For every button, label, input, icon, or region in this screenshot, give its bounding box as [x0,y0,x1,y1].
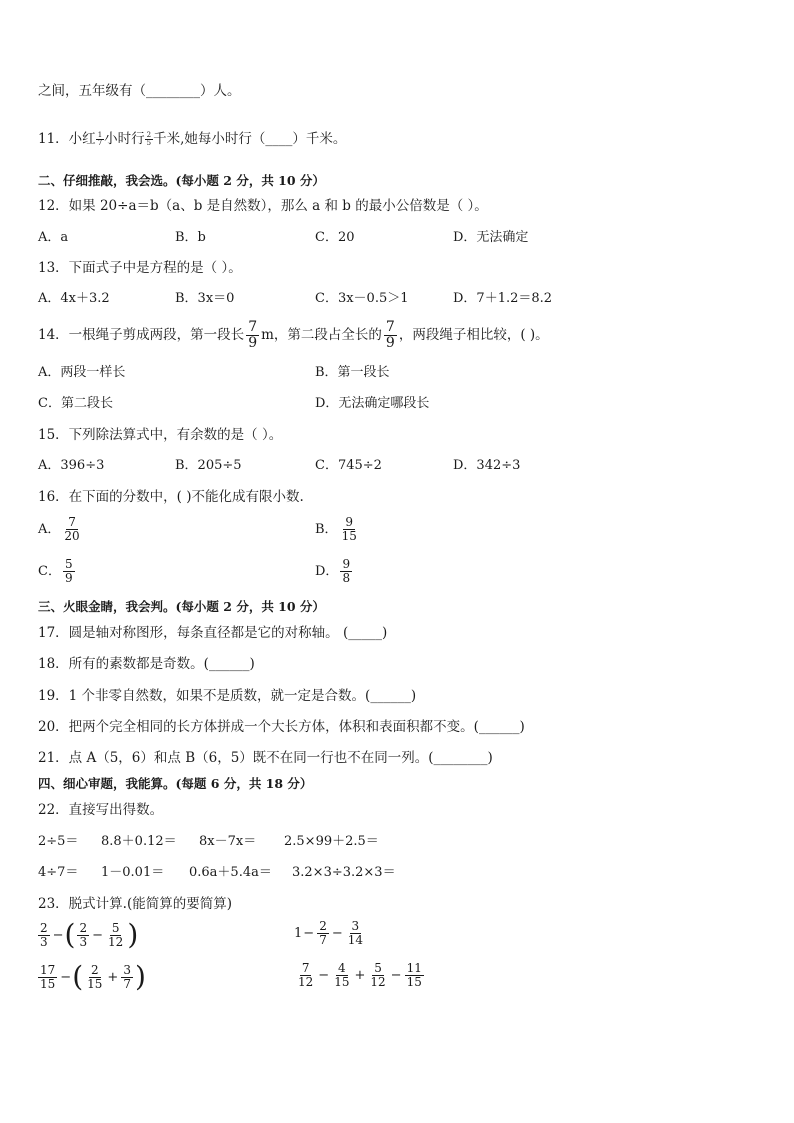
q14-text-b: m，第二段占全长的 [261,327,382,343]
line-continuation: 之间，五年级有（________）人。 [38,83,241,99]
question-18: 18．所有的素数都是奇数。(______) [38,656,255,672]
q16-b-fraction: $\frac{9}{15}$ [341,515,357,543]
q15-option-a[interactable]: A．396÷3 [38,458,105,473]
question-20: 20．把两个完全相同的长方体拼成一个大长方体，体积和表面积都不变。(______) [38,719,525,735]
mental-math-1: 2÷5＝ [38,834,79,849]
q13-option-d[interactable]: D．7＋1.2＝8.2 [453,291,553,306]
question-14 [38,318,549,352]
mental-math-6: 1－0.01＝ [101,865,165,880]
q11-text-a: 11．小红 [38,131,96,147]
mental-math-3: 8x－7x＝ [199,834,257,849]
q12-option-d[interactable]: D．无法确定 [453,230,529,245]
q14-text-a: 14．一根绳子剪成两段，第一段长 [38,327,245,343]
q15-option-c[interactable]: C．745÷2 [315,458,382,473]
q13-option-b[interactable]: B．3x＝0 [175,291,235,306]
q14-option-c[interactable]: C．第二段长 [38,396,113,411]
q16-c-fraction: $\frac{5}{9}$ [64,557,73,585]
mental-math-4: 2.5×99＋2.5＝ [284,834,379,849]
q16-option-a[interactable]: A． $\frac{7}{20}$ [38,515,80,543]
question-17: 17．圆是轴对称图形，每条直径都是它的对称轴。 (_____) [38,625,388,641]
section-4-heading: 四、细心审题，我能算。(每题 6 分，共 18 分） [38,776,313,791]
mental-math-2: 8.8＋0.12＝ [101,834,177,849]
q14-option-a[interactable]: A．两段一样长 [38,365,126,380]
q14-option-d[interactable]: D．无法确定哪段长 [315,396,430,411]
question-22: 22．直接写出得数。 [38,802,164,818]
question-15: 15．下列除法算式中，有余数的是（ ）。 [38,427,283,443]
question-16: 16．在下面的分数中，( )不能化成有限小数. [38,489,304,505]
q16-option-d[interactable]: D． $\frac{9}{8}$ [315,557,351,585]
question-19: 19．1 个非零自然数，如果不是质数，就一定是合数。(______) [38,688,417,704]
q14-fraction-1: $\frac{7}{9}$ [248,319,258,351]
mental-math-7: 0.6a＋5.4a＝ [189,865,272,880]
question-11 [38,130,346,148]
q11-fraction-1: $\frac{1}{7}$ [97,131,103,147]
calc-expression-2: 1 − $\frac{2}{7}$ − $\frac{3}{14}$ [294,919,364,947]
section-2-heading: 二、仔细推敲，我会选。(每小题 2 分，共 10 分） [38,173,325,188]
q11-text-c: 千米,她每小时行（____）千米。 [153,131,347,147]
section-3-heading: 三、火眼金睛，我会判。(每小题 2 分，共 10 分） [38,599,325,614]
q13-option-a[interactable]: A．4x＋3.2 [38,291,110,306]
q12-option-a[interactable]: A．a [38,230,69,245]
mental-math-8: 3.2×3÷3.2×3＝ [292,865,396,880]
q16-a-fraction: $\frac{7}{20}$ [64,515,80,543]
q11-text-b: 小时行 [104,131,145,147]
q14-option-b[interactable]: B．第一段长 [315,365,390,380]
calc-expression-3: $\frac{17}{15}$ − ( $\frac{2}{15}$ + $\frac{3}{7}$ ) [40,960,146,993]
question-12: 12．如果 20÷a＝b（a、b 是自然数），那么 a 和 b 的最小公倍数是（ ）。 [38,198,488,214]
q12-option-c[interactable]: C．20 [315,230,355,245]
calc-expression-1: $\frac{2}{3}$ − ( $\frac{2}{3}$ − $\frac{5}{12}$ ) [40,918,139,951]
mental-math-5: 4÷7＝ [38,865,79,880]
q16-option-c[interactable]: C． $\frac{5}{9}$ [38,557,73,585]
q13-option-c[interactable]: C．3x－0.5＞1 [315,291,409,306]
q16-option-b[interactable]: B． $\frac{9}{15}$ [315,515,357,543]
q16-d-fraction: $\frac{9}{8}$ [342,557,351,585]
q15-option-d[interactable]: D．342÷3 [453,458,521,473]
calc-expression-4: $\frac{7}{12}$ − $\frac{4}{15}$ + $\frac{5}{12}$ − $\frac{11}{15}$ [298,961,422,989]
q14-text-c: ，两段绳子相比较，( )。 [398,327,549,343]
question-21: 21．点 A（5，6）和点 B（6，5）既不在同一行也不在同一列。(________) [38,750,493,766]
q15-option-b[interactable]: B．205÷5 [175,458,242,473]
q14-fraction-2: $\frac{7}{9}$ [385,319,395,351]
q12-option-b[interactable]: B．b [175,230,206,245]
q11-fraction-2: $\frac{2}{5}$ [146,131,152,147]
question-23: 23．脱式计算.(能简算的要简算) [38,896,233,912]
question-13: 13．下面式子中是方程的是（ ）。 [38,260,242,276]
